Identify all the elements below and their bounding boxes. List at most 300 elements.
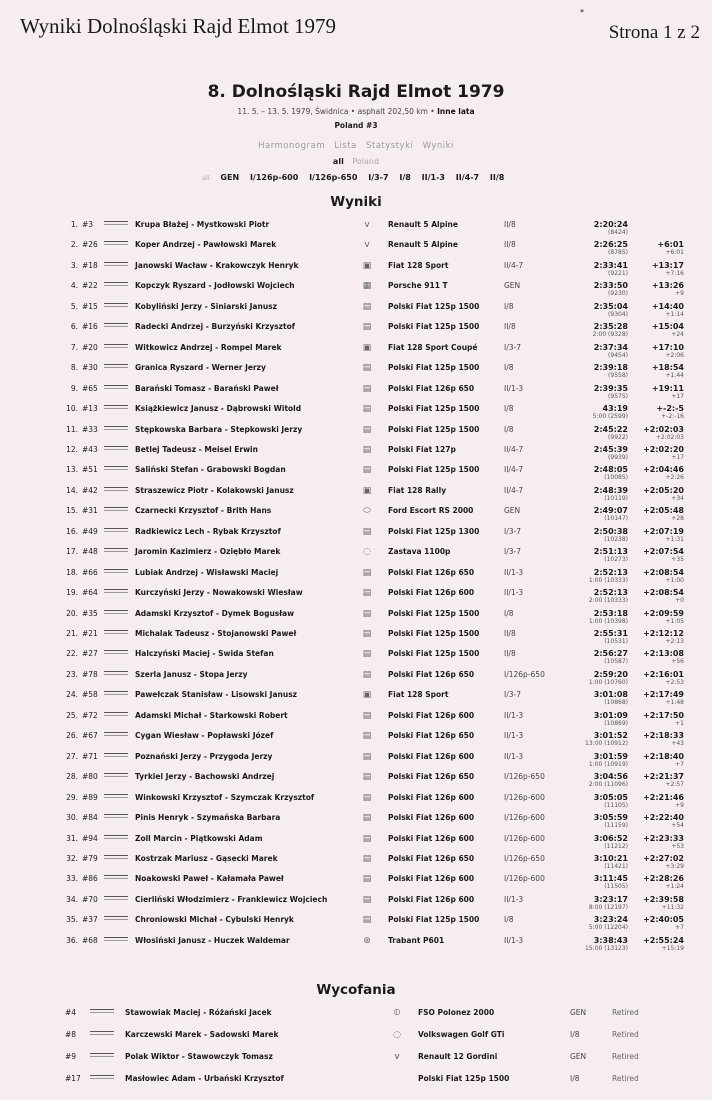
flag-icon [104,323,128,327]
result-crew-link[interactable]: Kostrzak Mariusz - Gąsecki Marek [135,853,278,863]
result-penalty-seconds: (9939) [608,453,628,461]
result-crew-link[interactable]: Pawełczak Stanisław - Lisowski Janusz [135,690,298,700]
car-brand-icon: ▤ [362,465,372,476]
withdrawn-car-link[interactable]: Renault 12 Gordini [418,1052,498,1061]
result-gap: +2:39:58 [643,894,684,904]
result-penalty-seconds: 2:00 (9328) [592,331,628,339]
result-gap: +18:54 [651,363,684,373]
withdrawn-crew-link[interactable]: Stawowiak Maciej - Różański Jacek [125,1008,272,1017]
result-time: 2:39:35 [593,383,628,393]
result-start-number: #58 [82,690,98,700]
result-penalty-seconds: 1:00 (10760) [588,678,628,686]
flag-icon [104,466,128,470]
result-start-number: #65 [82,383,98,393]
result-crew-link[interactable]: Janowski Wacław - Krakowczyk Henryk [135,260,299,270]
result-car-link[interactable]: Polski Fiat 126p 600 [388,874,475,884]
region-filter-all[interactable]: all [332,157,344,166]
result-crew-link[interactable]: Lubiak Andrzej - Wisławski Maciej [135,567,279,577]
result-car-link[interactable]: Zastava 1100p [388,547,451,557]
result-crew-link[interactable]: Barański Tomasz - Barański Paweł [135,383,279,393]
car-brand-icon: ⬭ [363,506,371,517]
withdrawn-class: I/8 [570,1030,580,1039]
result-time: 3:05:59 [593,813,628,823]
result-crew-link[interactable]: Betlej Tadeusz - Meisel Erwin [135,444,258,454]
flag-icon [104,610,128,614]
result-gap: +2:02:03 [643,424,684,434]
withdrawn-class: I/8 [570,1074,580,1083]
withdrawn-car-link[interactable]: FSO Polonez 2000 [418,1008,495,1017]
result-time: 2:56:27 [593,649,628,659]
car-brand-icon: ▤ [362,853,372,864]
result-car-link[interactable]: Polski Fiat 125p 1500 [388,649,480,659]
flag-icon [104,487,128,491]
result-car-link[interactable]: Polski Fiat 126p 650 [388,567,475,577]
result-car-link[interactable]: Polski Fiat 125p 1500 [388,608,480,618]
withdrawn-car-link[interactable]: Volkswagen Golf GTi [418,1030,505,1039]
result-row [0,465,712,485]
class-filter-all[interactable]: all [202,174,210,182]
result-car-link[interactable]: Polski Fiat 126p 650 [388,669,475,679]
car-brand-icon: ▤ [362,526,372,537]
result-gap: +2:18:33 [643,731,684,741]
result-crew-link[interactable]: Tyrkiel Jerzy - Bachowski Andrzej [135,772,275,782]
result-time: 43:19 [602,404,628,414]
result-crew-link[interactable]: Witkowicz Andrzej - Rompel Marek [135,342,282,352]
result-position: 13. [66,465,78,475]
nav-link-lista[interactable]: Lista [334,141,357,151]
flag-icon [104,262,128,266]
class-filter-ii1-3[interactable]: II/1-3 [421,173,445,182]
nav-link-statystyki[interactable]: Statystyki [365,141,414,151]
result-crew-link[interactable]: Saliński Stefan - Grabowski Bogdan [135,465,286,475]
rally-country: Poland #3 [334,121,378,130]
result-car-link[interactable]: Polski Fiat 126p 600 [388,894,475,904]
result-penalty-seconds: 13:00 (10912) [585,740,628,748]
result-crew-link[interactable]: Adamski Krzysztof - Dymek Bogusław [135,608,295,618]
class-filter-i126p650[interactable]: I/126p-650 [309,173,358,182]
result-crew-link[interactable]: Kobyliński Jerzy - Siniarski Janusz [135,301,278,311]
result-gap-previous: +6:01 [665,249,684,257]
flag-icon [104,691,128,695]
result-gap-previous: +43 [671,740,684,748]
result-gap: +2:07:54 [643,547,684,557]
result-start-number: #78 [82,669,98,679]
result-time: 2:51:13 [593,547,628,557]
result-car-link[interactable]: Fiat 128 Sport [388,260,449,270]
result-row [0,445,712,465]
car-brand-icon: ▤ [362,915,372,926]
result-crew-link[interactable]: Stępkowska Barbara - Stepkowski Jerzy [135,424,303,434]
withdrawn-car-link[interactable]: Polski Fiat 125p 1500 [418,1074,510,1083]
result-crew-link[interactable]: Książkiewicz Janusz - Dąbrowski Witold [135,404,302,414]
car-brand-icon: ▤ [362,751,372,762]
result-car-link[interactable]: Polski Fiat 126p 650 [388,731,475,741]
result-car-link[interactable]: Polski Fiat 125p 1500 [388,915,480,925]
result-crew-link[interactable]: Kurczyński Jerzy - Nowakowski Wiesław [135,588,303,598]
result-crew-link[interactable]: Adamski Michał - Starkowski Robert [135,710,288,720]
result-position: 16. [66,526,78,536]
result-gap: +2:27:02 [643,853,684,863]
result-row [0,854,712,874]
flag-icon [90,1009,114,1013]
result-time: 2:55:31 [593,629,628,638]
car-brand-icon: ▤ [362,792,372,803]
result-position: 1. [70,220,78,229]
class-filter-ii8[interactable]: II/8 [489,173,505,182]
result-start-number: #86 [82,874,98,884]
result-crew-link[interactable]: Koper Andrzej - Pawłowski Marek [135,240,277,250]
result-crew-link[interactable]: Zoll Marcin - Piątkowski Adam [135,833,263,843]
flag-icon [104,650,128,654]
result-crew-link[interactable]: Czarnecki Krzysztof - Brith Hans [135,506,272,516]
result-position: 33. [66,874,78,884]
result-car-link[interactable]: Porsche 911 T [388,281,448,291]
withdrawn-start-number: #17 [65,1074,81,1083]
result-row [0,895,712,915]
result-penalty-seconds: (10868) [604,699,628,707]
result-position: 11. [66,424,78,434]
result-start-number: #21 [82,629,98,638]
result-time: 3:10:21 [593,853,628,863]
flag-icon [104,814,128,818]
result-start-number: #49 [82,526,98,536]
result-time: 2:52:13 [593,567,628,577]
result-penalty-seconds: 2:00 (10333) [588,597,628,605]
car-brand-icon: ▤ [362,649,372,660]
result-gap-previous: +2:57 [665,781,684,789]
result-car-link[interactable]: Polski Fiat 126p 650 [388,383,475,393]
result-car-link[interactable]: Ford Escort RS 2000 [388,506,474,516]
result-penalty-seconds: (9221) [608,269,628,277]
withdrawn-crew-link[interactable]: Polak Wiktor - Stawowczyk Tomasz [125,1052,273,1061]
car-brand-icon: ▤ [362,710,372,721]
result-class: II/8 [504,629,516,638]
result-gap: +2:02:20 [643,444,684,454]
result-car-link[interactable]: Polski Fiat 126p 600 [388,792,475,802]
result-gap: +2:04:46 [643,465,684,475]
result-start-number: #94 [82,833,98,843]
result-crew-link[interactable]: Poznański Jerzy - Przygoda Jerzy [135,751,273,761]
result-car-link[interactable]: Polski Fiat 126p 650 [388,853,475,863]
result-gap: +17:10 [651,342,684,352]
withdrawn-status: Retired [612,1074,639,1083]
result-penalty-seconds: 1:00 (10398) [588,617,628,625]
result-row [0,506,712,526]
car-brand-icon: ▤ [362,731,372,742]
result-class: I/126p-600 [504,833,545,843]
result-car-link[interactable]: Polski Fiat 125p 1500 [388,629,480,638]
result-class: I/126p-600 [504,813,545,823]
result-crew-link[interactable]: Granica Ryszard - Werner Jerzy [135,363,266,373]
result-gap: +6:01 [657,240,684,250]
result-penalty-seconds: (11212) [604,842,628,850]
result-gap-previous: +15:19 [661,944,684,952]
withdrawn-class: GEN [570,1008,587,1017]
result-gap: +2:22:40 [643,813,684,823]
result-class: I/8 [504,424,514,434]
result-start-number: #20 [82,342,98,352]
result-car-link[interactable]: Polski Fiat 126p 600 [388,833,475,843]
nav-link-wyniki[interactable]: Wyniki [422,141,454,151]
result-class: II/8 [504,649,516,659]
result-start-number: #48 [82,547,98,557]
result-position: 25. [66,710,78,720]
result-row [0,302,712,322]
result-class: I/3-7 [504,342,521,352]
result-car-link[interactable]: Fiat 128 Sport Coupé [388,342,478,352]
result-crew-link[interactable]: Straszewicz Piotr - Kolakowski Janusz [135,485,294,495]
result-gap: +19:11 [651,383,684,393]
result-row [0,813,712,833]
result-time: 2:45:39 [593,444,628,454]
result-gap-previous: +24 [671,331,684,339]
result-start-number: #16 [82,322,98,332]
result-gap: +2:05:20 [643,485,684,495]
result-position: 31. [66,833,78,843]
result-gap-previous: +56 [671,658,684,666]
result-start-number: #89 [82,792,98,802]
result-start-number: #26 [82,240,98,250]
result-penalty-seconds: (11505) [604,883,628,891]
result-class: II/1-3 [504,588,524,598]
result-row [0,240,712,260]
result-crew-link[interactable]: Chroniowski Michał - Cybulski Henryk [135,915,294,925]
result-car-link[interactable]: Polski Fiat 125p 1500 [388,404,480,414]
result-time: 3:01:59 [593,751,628,761]
withdrawn-start-number: #8 [65,1030,77,1039]
result-time: 2:53:18 [593,608,628,618]
flag-icon [104,385,128,389]
flag-icon [104,303,128,307]
result-start-number: #72 [82,710,98,720]
result-gap-previous: +17 [671,392,684,400]
flag-icon [104,548,128,552]
result-car-link[interactable]: Polski Fiat 127p [388,444,456,454]
withdrawn-row [0,1008,712,1028]
result-penalty-seconds: (9304) [608,310,628,318]
car-brand-icon: ◌ [363,547,371,558]
result-row [0,588,712,608]
result-gap: +2:05:48 [643,506,684,516]
result-start-number: #84 [82,813,98,823]
car-brand-icon: ▤ [362,567,372,578]
result-position: 5. [70,301,78,311]
result-car-link[interactable]: Renault 5 Alpine [388,240,458,250]
result-crew-link[interactable]: Krupa Błażej - Mystkowski Piotr [135,220,270,229]
result-gap-previous: +2:06 [665,351,684,359]
result-class: II/8 [504,240,516,250]
rally-title: 8. Dolnośląski Rajd Elmot 1979 [207,82,505,102]
car-brand-icon: ▣ [362,342,372,353]
result-crew-link[interactable]: Noakowski Paweł - Kałamała Paweł [135,874,284,884]
result-row [0,425,712,445]
result-penalty-seconds: 1:00 (10333) [588,576,628,584]
result-row [0,629,712,649]
result-gap-previous: +1:14 [665,310,684,318]
result-gap: +2:07:19 [643,526,684,536]
car-brand-icon: ▣ [362,690,372,701]
result-row [0,752,712,772]
result-crew-link[interactable]: Włosiński Janusz - Huczek Waldemar [135,935,290,945]
result-car-link[interactable]: Renault 5 Alpine [388,220,458,229]
car-brand-icon: ▦ [362,281,372,292]
region-filter-poland[interactable]: Poland [352,157,380,166]
result-row [0,874,712,894]
flag-icon [104,835,128,839]
result-time: 3:05:05 [593,792,628,802]
result-row [0,568,712,588]
result-time: 3:01:09 [593,710,628,720]
result-car-link[interactable]: Polski Fiat 126p 600 [388,588,475,598]
result-car-link[interactable]: Polski Fiat 126p 600 [388,751,475,761]
flag-icon [104,569,128,573]
result-crew-link[interactable]: Michalak Tadeusz - Stojanowski Paweł [135,629,297,638]
result-car-link[interactable]: Polski Fiat 125p 1300 [388,526,480,536]
result-car-link[interactable]: Polski Fiat 125p 1500 [388,363,480,373]
flag-icon [104,753,128,757]
car-brand-icon: ▤ [362,833,372,844]
car-brand-icon: ▤ [362,424,372,435]
car-brand-icon: ▤ [362,629,372,639]
flag-icon [104,875,128,879]
result-car-link[interactable]: Trabant P601 [388,935,445,945]
result-class: I/126p-600 [504,792,545,802]
result-crew-link[interactable]: Radkiewicz Lech - Rybak Krzysztof [135,526,281,536]
results-heading: Wyniki [330,194,382,210]
result-car-link[interactable]: Polski Fiat 125p 1500 [388,424,480,434]
result-car-link[interactable]: Polski Fiat 126p 650 [388,772,475,782]
withdrawn-crew-link[interactable]: Karczewski Marek - Sadowski Marek [125,1030,279,1039]
result-gap-previous: +1:24 [665,883,684,891]
result-car-link[interactable]: Polski Fiat 125p 1500 [388,322,480,332]
result-crew-link[interactable]: Winkowski Krzysztof - Szymczak Krzysztof [135,792,315,802]
car-brand-icon: ▤ [362,301,372,312]
result-penalty-seconds: (10147) [604,515,628,523]
car-brand-icon: ▤ [362,874,372,885]
result-crew-link[interactable]: Cierliński Włodzimierz - Frankiewicz Wojciech [135,894,328,904]
result-penalty-seconds: (10085) [604,474,628,482]
result-row [0,649,712,669]
result-penalty-seconds: (10273) [604,556,628,564]
result-gap: +2:40:05 [643,915,684,925]
result-car-link[interactable]: Fiat 128 Rally [388,485,447,495]
result-position: 27. [66,751,78,761]
rally-meta [0,107,712,116]
result-gap: +2:09:59 [643,608,684,618]
result-time: 2:45:22 [593,424,628,434]
result-car-link[interactable]: Polski Fiat 125p 1500 [388,301,480,311]
result-penalty-seconds: (9230) [608,290,628,298]
result-position: 8. [70,363,78,373]
result-class: I/8 [504,363,514,373]
result-time: 2:39:18 [593,363,628,373]
result-gap-previous: +0 [675,597,684,605]
class-filter-i3-7[interactable]: I/3-7 [368,173,389,182]
withdrawn-crew-link[interactable]: Masłowiec Adam - Urbański Krzysztof [125,1074,284,1083]
result-penalty-seconds: (11421) [604,862,628,870]
result-penalty-seconds: (10531) [604,638,628,645]
class-filter-ii4-7[interactable]: II/4-7 [455,173,480,182]
result-crew-link[interactable]: Pinis Henryk - Szymańska Barbara [135,813,281,823]
result-gap-previous: +1:00 [665,576,684,584]
result-class: II/8 [504,322,516,332]
result-row [0,486,712,506]
result-crew-link[interactable]: Jaromin Kazimierz - Oziębło Marek [135,547,281,557]
result-crew-link[interactable]: Cygan Wiesław - Popławski Józef [135,731,274,741]
class-filter-i8[interactable]: I/8 [399,173,411,182]
result-gap-previous: +2:13 [665,638,684,645]
result-gap-previous: +35 [671,556,684,564]
result-row [0,711,712,731]
result-penalty-seconds: (9575) [608,392,628,400]
result-car-link[interactable]: Polski Fiat 126p 600 [388,710,475,720]
result-row [0,281,712,301]
nav-link-harmonogram[interactable]: Harmonogram [258,141,325,151]
result-position: 28. [66,772,78,782]
result-gap-previous: +1:31 [665,535,684,543]
result-row [0,772,712,792]
result-position: 36. [66,935,78,945]
flag-icon [104,446,128,450]
result-penalty-seconds: (11159) [604,822,628,830]
result-gap: +2:17:50 [643,710,684,720]
result-penalty-seconds: (9558) [608,372,628,380]
car-brand-icon: ▤ [362,772,372,783]
result-start-number: #31 [82,506,98,516]
result-gap: +13:26 [651,281,684,291]
result-class: II/1-3 [504,567,524,577]
result-penalty-seconds: 15:00 (13123) [585,944,628,952]
class-filter-gen[interactable]: GEN [220,173,240,182]
result-time: 2:52:13 [593,588,628,598]
result-gap-previous: +11:32 [661,903,684,911]
result-gap: +2:12:12 [643,629,684,638]
result-penalty-seconds: (8785) [608,249,628,257]
result-row [0,936,712,956]
result-class: I/126p-650 [504,669,545,679]
result-position: 30. [66,813,78,823]
class-filter-i126p600[interactable]: I/126p-600 [249,173,299,182]
result-car-link[interactable]: Polski Fiat 126p 600 [388,813,475,823]
result-crew-link[interactable]: Kopczyk Ryszard - Jodłowski Wojciech [135,281,295,291]
result-gap: +2:17:49 [643,690,684,700]
result-start-number: #3 [82,220,94,229]
withdrawn-start-number: #9 [65,1052,77,1061]
result-row [0,670,712,690]
result-class: I/126p-600 [504,874,545,884]
result-position: 34. [66,894,78,904]
result-start-number: #37 [82,915,98,925]
result-start-number: #18 [82,260,98,270]
result-crew-link[interactable]: Radecki Andrzej - Burzyński Krzysztof [135,322,296,332]
result-gap-previous: +3:29 [665,862,684,870]
car-brand-icon: ▤ [362,669,372,680]
result-crew-link[interactable]: Halczyński Maciej - Swida Stefan [135,649,274,659]
result-row [0,609,712,629]
result-penalty-seconds: (8424) [608,229,628,236]
result-class: II/1-3 [504,731,524,741]
result-car-link[interactable]: Fiat 128 Sport [388,690,449,700]
result-gap: +2:16:01 [643,669,684,679]
car-brand-icon: ⦶ [393,1008,401,1018]
result-class: II/4-7 [504,444,524,454]
result-position: 9. [70,383,78,393]
result-car-link[interactable]: Polski Fiat 125p 1500 [388,465,480,475]
flag-icon [104,241,128,245]
result-crew-link[interactable]: Szerla Janusz - Stopa Jerzy [135,669,248,679]
result-position: 18. [66,567,78,577]
result-time: 2:50:38 [593,526,628,536]
